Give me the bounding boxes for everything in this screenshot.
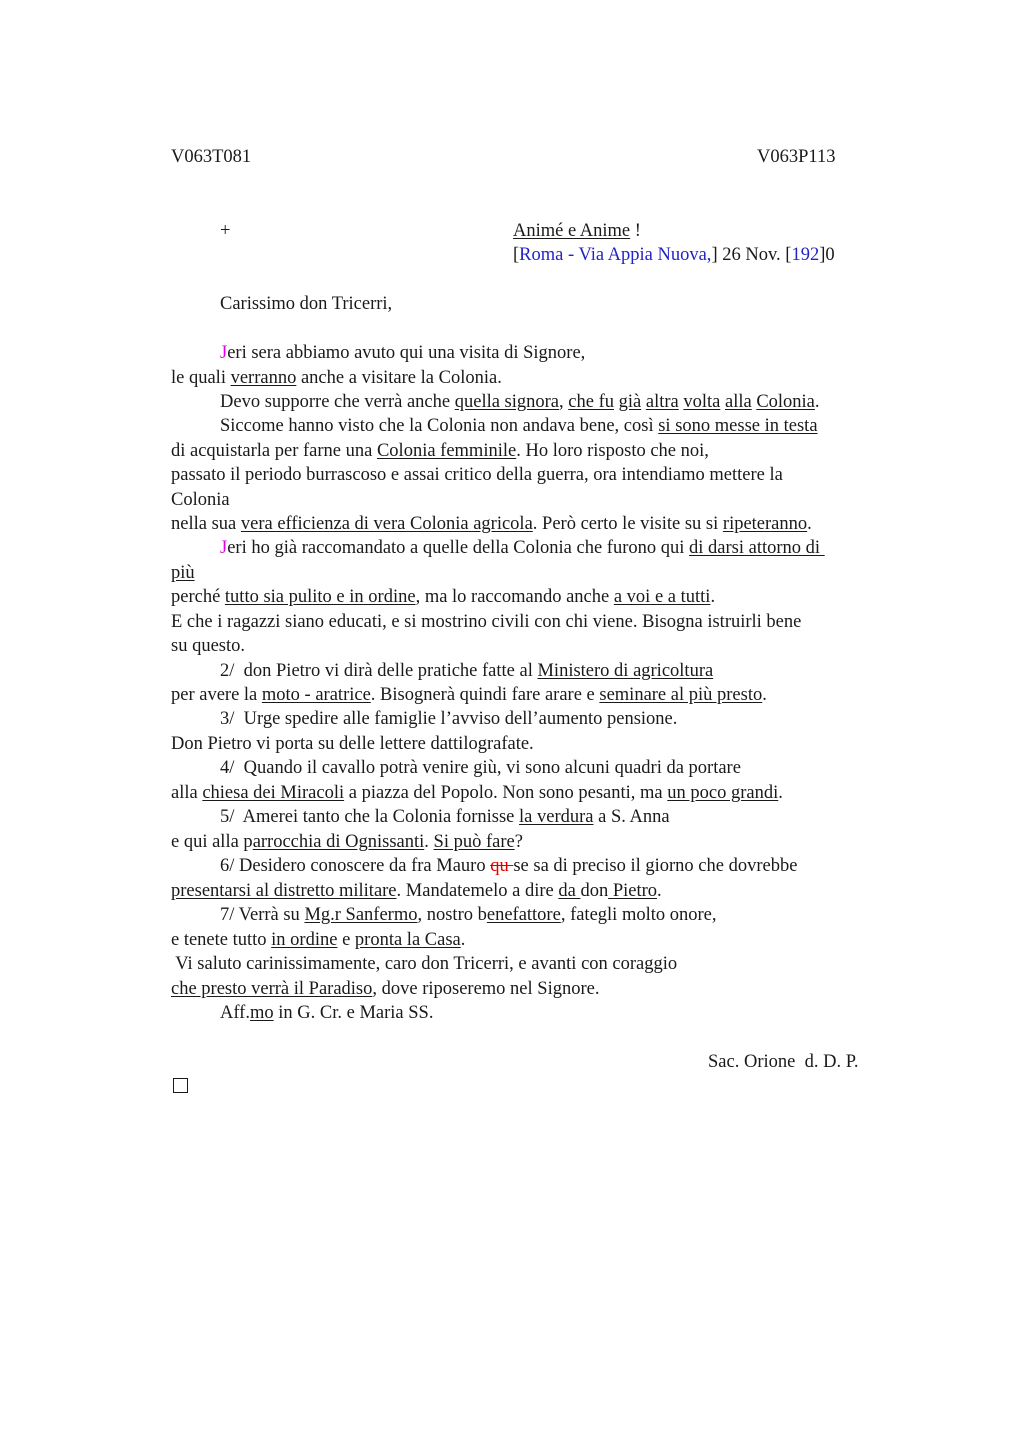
- text: , ma lo raccomando anche: [415, 587, 614, 607]
- underlined: Mg.r Sanfermo: [304, 905, 418, 925]
- text: nella sua: [171, 514, 241, 534]
- text: le quali: [171, 368, 231, 388]
- text: Devo supporre che verrà anche: [220, 392, 455, 412]
- initial-letter: J: [220, 538, 228, 558]
- letter-title-text: Animé e Anime: [513, 221, 631, 241]
- text: . Mandatemelo a dire: [396, 881, 559, 901]
- body-line: passato il periodo burrascoso e assai critico della guerra, ora intendiamo mettere la: [171, 465, 783, 485]
- body-line: Vi saluto carinissimamente, caro don Tricerri, e avanti con coraggio: [171, 954, 678, 974]
- underlined: più: [171, 563, 195, 583]
- date-end: ]0: [819, 245, 835, 265]
- underlined: di darsi attorno di: [689, 538, 825, 558]
- body-line: [171, 587, 715, 608]
- year-part: 192: [791, 245, 820, 265]
- text: ?: [514, 832, 523, 852]
- text: .: [657, 881, 662, 901]
- underlined: Pietro: [608, 881, 658, 901]
- bracket: ]: [711, 245, 718, 265]
- body-line: [171, 685, 767, 706]
- text: anche a visitare la Colonia.: [296, 368, 502, 388]
- letter-title-tail: !: [630, 221, 641, 241]
- closing-line: [220, 1003, 433, 1024]
- salutation: Carissimo don Tricerri,: [220, 294, 393, 314]
- underlined: tutto sia pulito e in ordine: [224, 587, 416, 607]
- underlined: seminare al più presto: [599, 685, 763, 705]
- text: in G. Cr. e Maria SS.: [273, 1003, 434, 1023]
- cross-mark: +: [220, 221, 231, 241]
- text: a piazza del Popolo. Non sono pesanti, ma: [344, 783, 668, 803]
- document-code-left: V063T081: [171, 147, 252, 167]
- body-line: [220, 392, 820, 413]
- body-line: [171, 441, 709, 462]
- text: per avere la: [171, 685, 262, 705]
- body-line: [171, 368, 502, 389]
- underlined: a voi e a tutti: [613, 587, 711, 607]
- underlined: ripeteranno: [722, 514, 808, 534]
- text: alla: [171, 783, 203, 803]
- text: ,: [559, 392, 569, 412]
- text: perché: [171, 587, 225, 607]
- text: . Però certo le visite su si: [532, 514, 723, 534]
- body-line: [220, 905, 716, 926]
- text: .: [710, 587, 716, 607]
- underlined: in ordine: [271, 930, 338, 950]
- signature: Sac. Orione d. D. P.: [708, 1052, 859, 1072]
- underlined: un poco grandi: [667, 783, 779, 803]
- body-line: [171, 881, 662, 902]
- body-line: Colonia: [171, 490, 230, 510]
- body-line: Don Pietro vi porta su delle lettere dattilografate.: [171, 734, 534, 754]
- body-line: [171, 930, 465, 951]
- body-line: E che i ragazzi siano educati, e si mostrino civili con chi viene. Bisogna istruirli bene: [171, 612, 802, 632]
- text: 5/ Amerei tanto che la Colonia fornisse: [220, 807, 520, 827]
- underlined: enefattore: [486, 905, 561, 925]
- underlined: che fu: [568, 392, 614, 412]
- document-code-right: V063P113: [757, 147, 836, 167]
- text: di acquistarla per farne una: [171, 441, 377, 461]
- body-line: [220, 856, 797, 877]
- text: 7/ Verrà su: [220, 905, 305, 925]
- body-line: [171, 979, 599, 1000]
- text: eri ho già raccomandato a quelle della Colonia che furono qui: [227, 538, 690, 558]
- underlined: Ministero di agricoltura: [537, 661, 714, 681]
- text: , fategli molto onore,: [560, 905, 717, 925]
- body-line: 4/ Quando il cavallo potrà venire giù, vi sono alcuni quadri da portare: [220, 758, 741, 778]
- text: . Ho loro risposto che noi,: [516, 441, 709, 461]
- underlined: moto - aratrice: [261, 685, 371, 705]
- underlined: pronta la Casa: [354, 930, 461, 950]
- text: .: [762, 685, 767, 705]
- text: .: [424, 832, 434, 852]
- text: 2/ don Pietro vi dirà delle pratiche fatte al: [220, 661, 538, 681]
- text: e: [337, 930, 355, 950]
- underlined: mo: [249, 1003, 274, 1023]
- underlined: Si può fare: [433, 832, 515, 852]
- text: . Bisognerà quindi fare arare e: [370, 685, 600, 705]
- letter-title: [513, 221, 641, 242]
- body-line: su questo.: [171, 636, 245, 656]
- underlined: volta: [683, 392, 721, 412]
- text: a S. Anna: [593, 807, 670, 827]
- body-line: [220, 538, 825, 559]
- text: e tenete tutto: [171, 930, 272, 950]
- underlined: verranno: [230, 368, 297, 388]
- underlined: vera efficienza di vera Colonia agricola: [240, 514, 533, 534]
- underlined: presentarsi al distretto militare: [171, 881, 397, 901]
- date: 26 Nov. [: [717, 245, 792, 265]
- initial-letter: J: [220, 343, 228, 363]
- text: .: [807, 514, 812, 534]
- place-date: [513, 245, 835, 266]
- deleted-text: qu: [490, 856, 514, 876]
- body-line: [220, 416, 818, 437]
- body-line: [171, 832, 523, 853]
- text: Siccome hanno visto che la Colonia non andava bene, così: [220, 416, 659, 436]
- underlined: che presto verrà il Paradiso: [171, 979, 373, 999]
- body-line: [171, 783, 783, 804]
- text: , nostro b: [417, 905, 487, 925]
- text: .: [814, 392, 820, 412]
- bracket: [: [513, 245, 520, 265]
- underlined: alla: [724, 392, 752, 412]
- underlined: la verdura: [519, 807, 594, 827]
- body-line: 3/ Urge spedire alle famiglie l’avviso dell’aumento pensione.: [220, 709, 678, 729]
- text: e qui alla p: [171, 832, 253, 852]
- underlined: già: [618, 392, 642, 412]
- text: .: [460, 930, 466, 950]
- body-line: [171, 514, 812, 535]
- body-line: [171, 563, 195, 584]
- body-line: [220, 661, 713, 682]
- box-icon: [173, 1078, 188, 1093]
- text: 6/ Desidero conoscere da fra Mauro: [220, 856, 491, 876]
- underlined: si sono messe in testa: [658, 416, 818, 436]
- underlined: quella signora: [454, 392, 560, 412]
- underlined: Colonia: [756, 392, 815, 412]
- text: eri sera abbiamo avuto qui una visita di Signore,: [227, 343, 586, 363]
- text: don: [580, 881, 609, 901]
- underlined: altra: [645, 392, 679, 412]
- body-line: [220, 807, 670, 828]
- text: .: [778, 783, 783, 803]
- text: Aff.: [220, 1003, 250, 1023]
- underlined: da: [558, 881, 581, 901]
- underlined: Colonia femminile: [376, 441, 517, 461]
- body-line: [220, 343, 585, 364]
- place: Roma - Via Appia Nuova,: [519, 245, 712, 265]
- underlined: arrocchia di Ognissanti: [252, 832, 425, 852]
- text: , dove riposeremo nel Signore.: [372, 979, 600, 999]
- text: se sa di preciso il giorno che dovrebbe: [513, 856, 798, 876]
- underlined: chiesa dei Miracoli: [202, 783, 345, 803]
